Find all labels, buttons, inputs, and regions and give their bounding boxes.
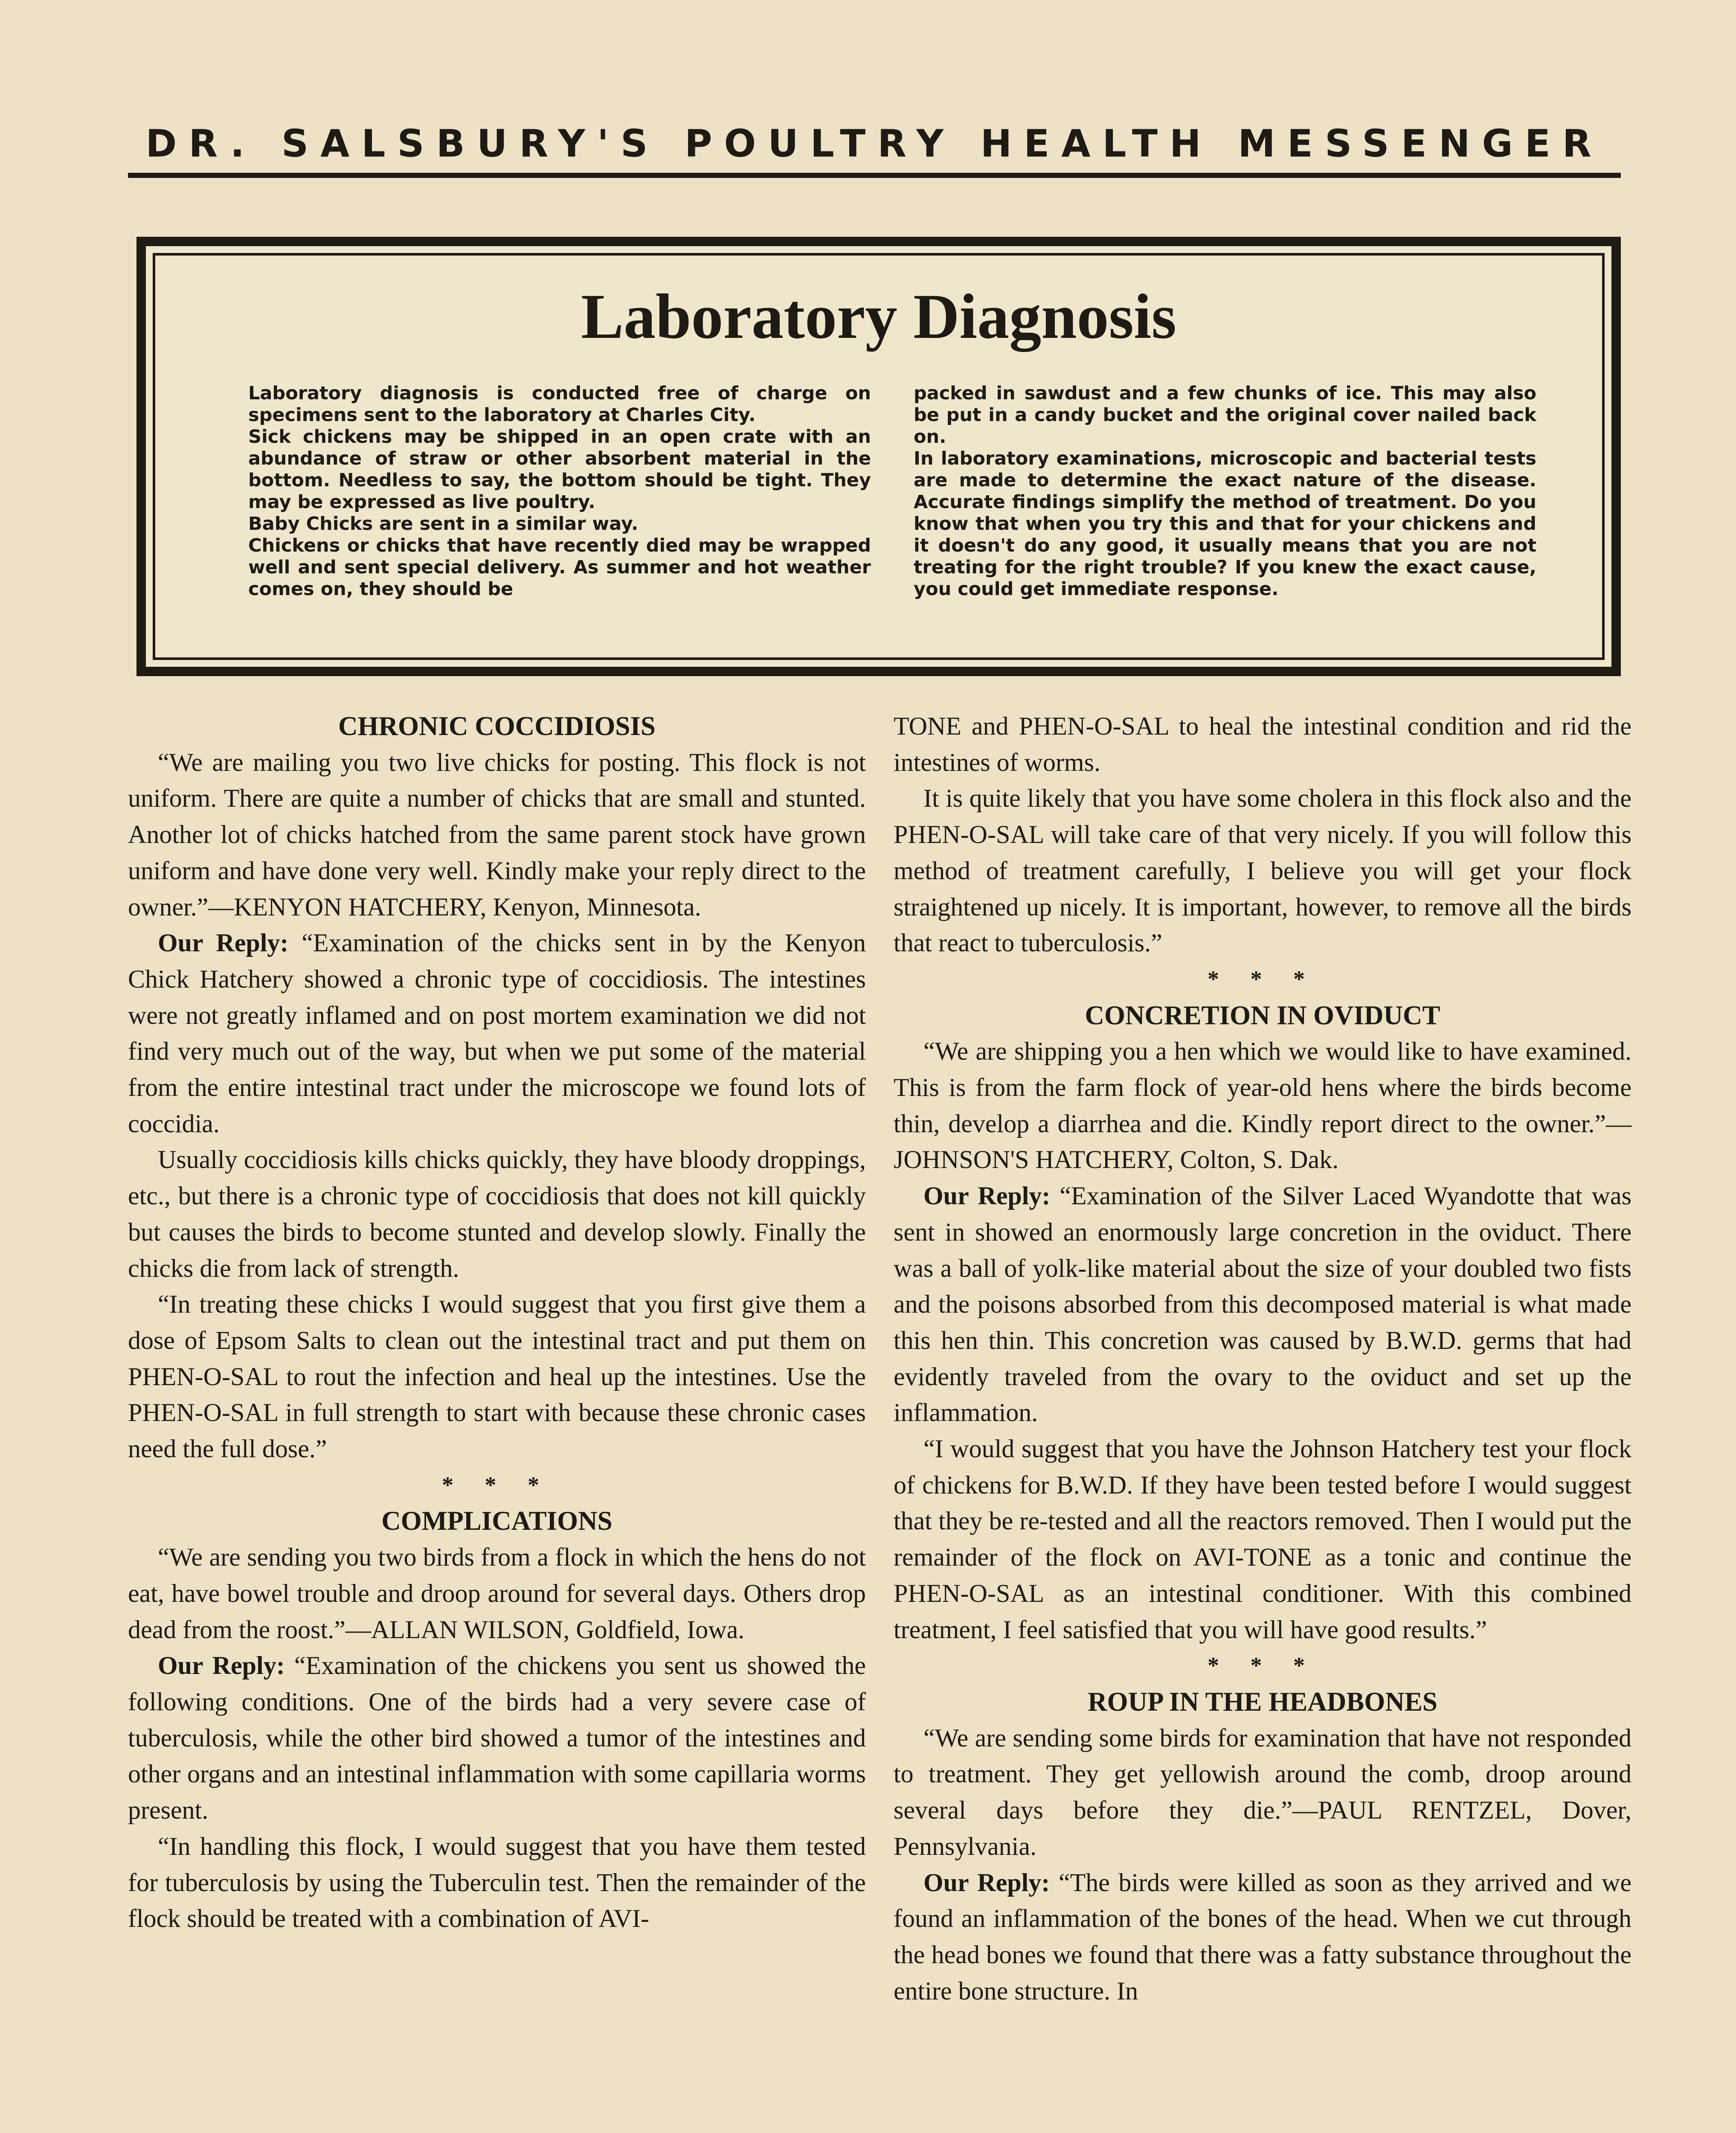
reply-text: “Examination of the chicks sent in by the Kenyon Chick Hatchery showed a chronic type of coccidiosis. The intestines were not greatly inflamed and on post mortem examination we did not find very much out of the way, but when we put some of the material from the entire intestinal tract under the microscope we found lots of coccidia.	[128, 929, 866, 1138]
box-paragraph: In laboratory examinations, microscopic and bacterial tests are made to determine the exact nature of the disease. Accurate findings simplify the method of treatment. Do you know that when you try this and that for your chickens and it doesn't do any good, it usually means that you are not treating for the right trouble? If you knew the exact cause, you could get immediate response.	[914, 448, 1536, 600]
box-right-column	[914, 383, 1536, 600]
body-paragraph: “In handling this flock, I would suggest that you have them tested for tuberculosis by using the Tuberculin test. Then the remainder of the flock should be treated with a combination of AVI-	[128, 1832, 866, 1933]
box-left-column	[248, 383, 871, 600]
left-column	[128, 708, 866, 1937]
body-paragraph: Usually coccidiosis kills chicks quickly, they have bloody droppings, etc., but there is a chronic type of coccidiosis that does not kill quickly but causes the birds to become stunted and develop slowly. Finally the chicks die from lack of strength.	[128, 1145, 866, 1282]
box-title: Laboratory Diagnosis	[581, 281, 1176, 352]
body-paragraph: “In treating these chicks I would suggest that you first give them a dose of Epsom Salts to clean out the intestinal tract and put them on PHEN-O-SAL to rout the infection and heal up the intestines. Use the PHEN-O-SAL in full strength to start with because these chronic cases need the full dose.”	[128, 1290, 866, 1463]
box-paragraph: Laboratory diagnosis is conducted free of charge on specimens sent to the laboratory at Charles City.	[248, 383, 871, 426]
section-divider-stars: * * *	[1208, 1653, 1318, 1679]
reply-paragraph	[128, 1648, 866, 1828]
box-paragraph: Sick chickens may be shipped in an open crate with an abundance of straw or other absorbent material in the bottom. Needless to say, the bottom should be tight. They may be expressed as live poultry.	[248, 426, 871, 513]
letter-paragraph: “We are sending you two birds from a flock in which the hens do not eat, have bowel trouble and droop around for several days. Others drop dead from the roost.”—ALLAN WILSON, Goldfield, Iowa.	[128, 1543, 866, 1644]
body-paragraph-continued: TONE and PHEN-O-SAL to heal the intestinal condition and rid the intestines of worms.	[894, 712, 1631, 776]
letter-paragraph: “We are mailing you two live chicks for posting. This flock is not uniform. There are quite a number of chicks that are small and stunted. Another lot of chicks hatched from the same parent stock have grown uniform and have done very well. Kindly make your reply direct to the owner.”—KENYON HATCHERY, Kenyon, Minnesota.	[128, 748, 866, 921]
reply-text: “Examination of the Silver Laced Wyandotte that was sent in showed an enormously large concretion in the oviduct. There was a ball of yolk-like material about the size of your doubled two fists and the poisons absorbed from this decomposed material is what made this hen thin. This concretion was caused by B.W.D. germs that had evidently traveled from the ovary to the oviduct and set up the inflammation.	[894, 1182, 1631, 1427]
reply-text: “Examination of the chickens you sent us showed the following conditions. One of the birds had a very severe case of tuberculosis, while the other bird showed a tumor of the intestines and other organs and an intestinal inflammation with some capillaria worms present.	[128, 1651, 866, 1825]
reply-paragraph	[894, 1865, 1631, 2009]
masthead-title: DR. SALSBURY'S POULTRY HEALTH MESSENGER	[145, 122, 1603, 166]
body-paragraph: “I would suggest that you have the Johnson Hatchery test your flock of chickens for B.W.D. If they have been tested before I would suggest that they be re-tested and all the reactors removed. Then I would put the remainder of the flock on AVI-TONE as a tonic and continue the PHEN-O-SAL as an intestinal conditioner. With this combined treatment, I feel satisfied that you will have good results.”	[894, 1435, 1631, 1644]
section-divider-stars: * * *	[442, 1472, 552, 1498]
reply-paragraph	[894, 1178, 1631, 1431]
letter-paragraph: “We are shipping you a hen which we would like to have examined. This is from the farm flock of year-old hens where the birds become thin, develop a diarrhea and die. Kindly report direct to the owner.”—JOHNSON'S HATCHERY, Colton, S. Dak.	[894, 1037, 1631, 1174]
reply-label: Our Reply:	[158, 1651, 285, 1680]
body-paragraph: It is quite likely that you have some cholera in this flock also and the PHEN-O-SAL will take care of that very nicely. If you will follow this method of treatment carefully, I believe you will get your flock straightened up nicely. It is important, however, to remove all the birds that react to tuberculosis.”	[894, 784, 1631, 957]
section-heading-complications: COMPLICATIONS	[381, 1506, 613, 1536]
reply-label: Our Reply:	[923, 1868, 1050, 1897]
masthead-rule	[128, 173, 1621, 178]
section-heading-roup-in-the-headbones: ROUP IN THE HEADBONES	[1088, 1686, 1437, 1717]
section-heading-chronic-coccidiosis: CHRONIC COCCIDIOSIS	[338, 711, 656, 741]
letter-paragraph: “We are sending some birds for examination that have not responded to treatment. They get yellowish around the comb, droop around several days before they die.”—PAUL RENTZEL, Dover, Pennsylvania.	[894, 1723, 1631, 1860]
reply-label: Our Reply:	[158, 929, 289, 957]
reply-label: Our Reply:	[923, 1182, 1051, 1210]
right-column	[894, 708, 1631, 2009]
box-paragraph: packed in sawdust and a few chunks of ice. This may also be put in a candy bucket and the original cover nailed back on.	[914, 383, 1536, 448]
section-divider-stars: * * *	[1208, 966, 1318, 992]
box-paragraph: Chickens or chicks that have recently died may be wrapped well and sent special delivery. As summer and hot weather comes on, they should be	[248, 535, 871, 600]
lab-diagnosis-box	[136, 237, 1621, 676]
reply-text: “The birds were killed as soon as they arrived and we found an inflammation of the bones of the head. When we cut through the head bones we found that there was a fatty substance throughout the entire bone structure. In	[894, 1868, 1631, 2005]
box-paragraph: Baby Chicks are sent in a similar way.	[248, 513, 639, 535]
reply-paragraph	[128, 925, 866, 1142]
section-heading-concretion-in-oviduct: CONCRETION IN OVIDUCT	[1085, 1000, 1440, 1030]
